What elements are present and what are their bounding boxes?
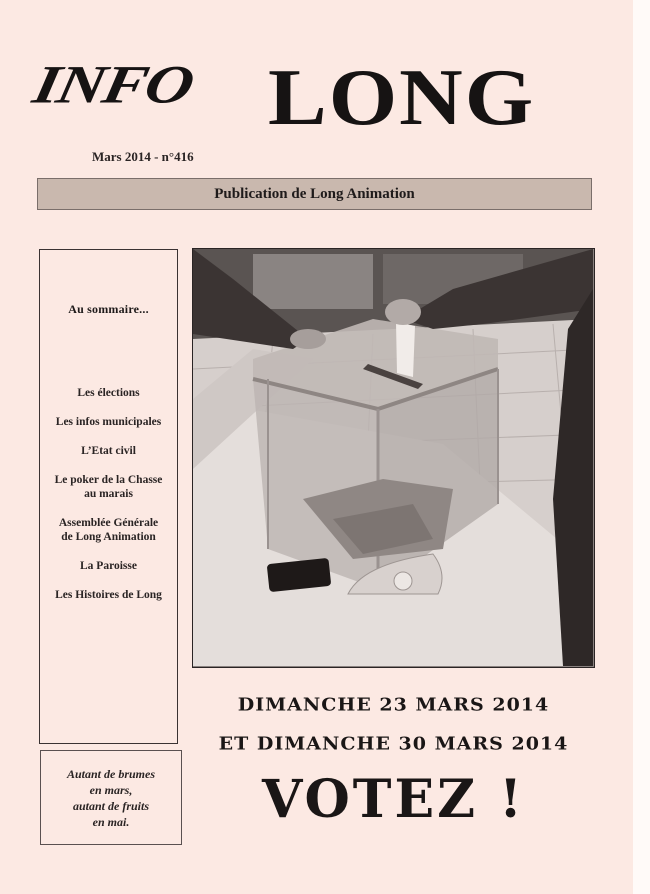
toc-item[interactable] <box>44 588 173 602</box>
toc-item[interactable] <box>44 516 173 544</box>
title-long: LONG <box>268 53 536 143</box>
toc-list <box>44 386 173 617</box>
toc-item[interactable] <box>44 386 173 400</box>
toc-item-label: Assemblée Générale <box>58 517 159 529</box>
title-info: INFO <box>27 54 198 115</box>
proverb-line: autant de fruits <box>72 799 150 813</box>
toc-item[interactable] <box>44 415 173 429</box>
toc-item-label: La Paroisse <box>80 560 137 572</box>
toc-item-label-line2: de Long Animation <box>61 531 156 543</box>
toc-item-label: Les infos municipales <box>55 416 162 428</box>
page-edge <box>633 0 650 894</box>
table-of-contents <box>39 249 178 744</box>
toc-heading: Au sommaire... <box>68 302 149 316</box>
proverb-line: en mai. <box>92 815 130 829</box>
proverb-line: Autant de brumes <box>66 767 156 781</box>
election-date-2: ET DIMANCHE 30 MARS 2014 <box>218 733 569 755</box>
election-date-1: DIMANCHE 23 MARS 2014 <box>237 694 550 716</box>
issue-number: Mars 2014 - n°416 <box>92 149 194 164</box>
toc-item[interactable] <box>44 444 173 458</box>
toc-item[interactable] <box>44 559 173 573</box>
toc-item-label: Les élections <box>77 387 140 399</box>
publisher-banner <box>37 178 592 210</box>
toc-item[interactable] <box>44 473 173 501</box>
proverb-box <box>40 750 182 845</box>
proverb-line: en mars, <box>89 783 133 797</box>
ballot-box-photo <box>192 248 595 668</box>
vote-call-to-action: VOTEZ ! <box>262 769 525 830</box>
toc-item-label: Le poker de la Chasse <box>54 474 163 486</box>
toc-item-label-line2: au marais <box>84 488 133 500</box>
publisher-label: Publication de Long Animation <box>214 185 415 202</box>
toc-item-label: Les Histoires de Long <box>55 589 162 601</box>
toc-item-label: L’Etat civil <box>81 445 136 457</box>
